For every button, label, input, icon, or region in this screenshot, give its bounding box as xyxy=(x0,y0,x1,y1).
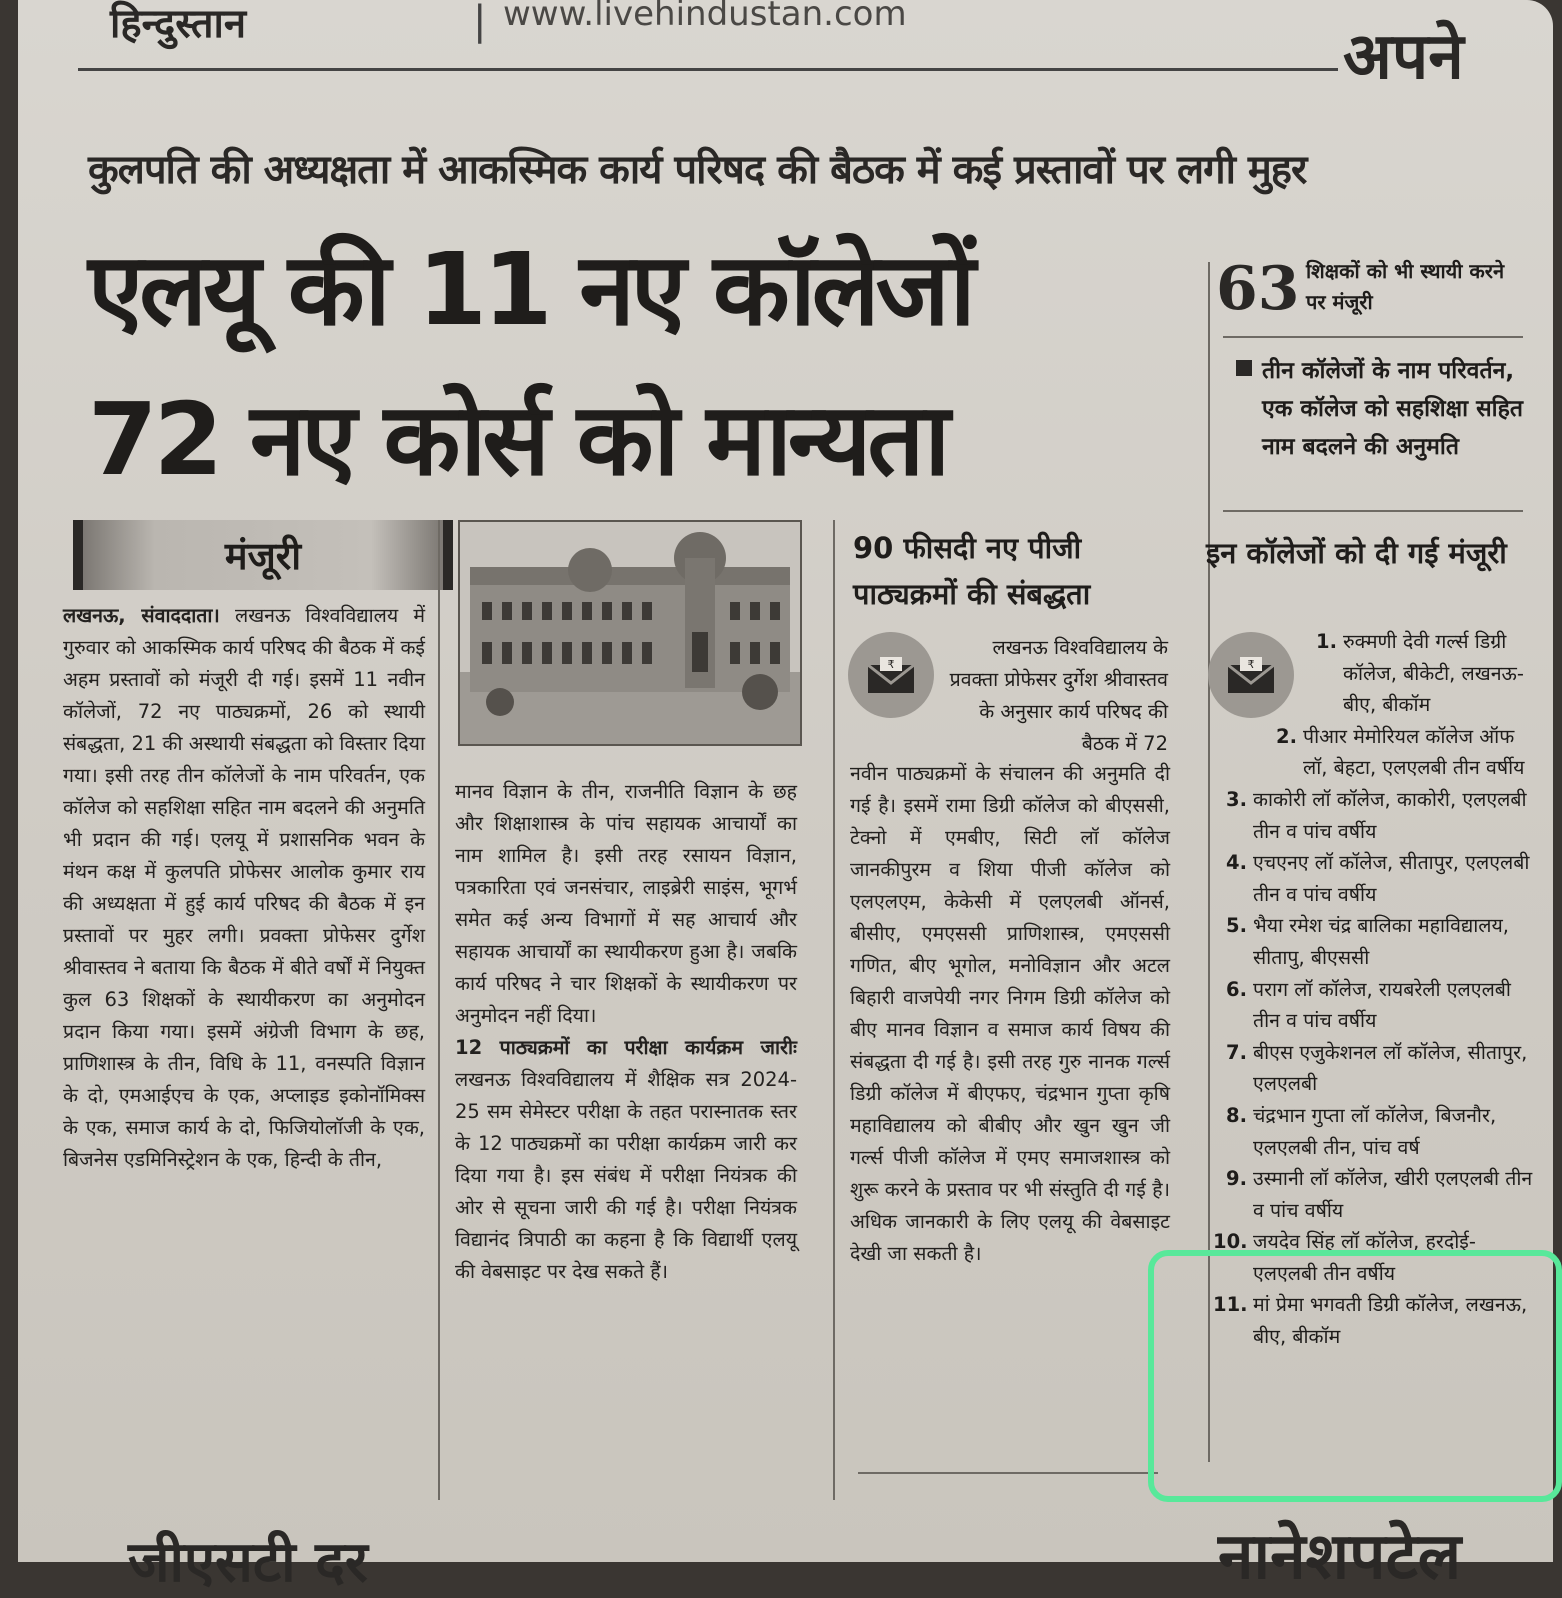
article-body-2b: लखनऊ विश्वविद्यालय में शैक्षिक सत्र 2024-25 सम सेमेस्टर परीक्षा के तहत परास्नातक स्तर के 12 पाठ्यक्रमों का परीक्षा कार्यक्रम जारी कर दिया गया है। इस संबंध में परीक्षा नियंत्रक की ओर से सूचना जारी की गई है। परीक्षा नियंत्रक विद्यानंद त्रिपाठी का कहना है कि विद्यार्थी एलयू की वेबसाइट पर देख सकते हैं। xyxy=(455,1068,797,1283)
section-label: मंजूरी xyxy=(224,534,302,578)
list-item: 8. चंद्रभान गुप्ता लॉ कॉलेज, बिजनौर, एलएलबी तीन, पांच वर्ष xyxy=(1226,1103,1497,1159)
list-item: 7. बीएस एजुकेशनल लॉ कॉलेज, सीतापुर, एलएलबी xyxy=(1226,1040,1528,1096)
building-illustration xyxy=(460,522,800,744)
footer-right-fragment: नानेशपटेल xyxy=(1218,1520,1462,1594)
list-item: 6. पराग लॉ कॉलेज, रायबरेली एलएलबी तीन व पांच वर्षीय xyxy=(1226,977,1511,1033)
headline-line-1: एलयू की 11 नए कॉलेजों xyxy=(88,231,972,348)
envelope-rupee-icon xyxy=(848,632,934,718)
article-body-2a: मानव विज्ञान के तीन, राजनीति विज्ञान के छह और शिक्षाशास्त्र के पांच सहायक आचार्यों का नाम शामिल है। इसी तरह रसायन विज्ञान, पत्रकारिता एवं जनसंचार, लाइब्रेरी साइंस, भूगर्भ समेत कई अन्य विभागों में सह आचार्य और सहायक आचार्यों का स्थायीकरण हुआ है। जबकि कार्य परिषद ने चार शिक्षकों के स्थायीकरण पर अनुमोदन नहीं दिया। xyxy=(455,780,797,1027)
masthead-url: www.livehindustan.com xyxy=(503,0,907,34)
list-item: 9. उस्मानी लॉ कॉलेज, खीरी एलएलबी तीन व पांच वर्षीय xyxy=(1226,1167,1533,1222)
section-label-box xyxy=(73,520,453,590)
side-box-number: 63 xyxy=(1216,254,1300,324)
article-column-1 xyxy=(63,600,425,1176)
college-list xyxy=(1213,626,1543,1353)
list-item: 1. रुक्मणी देवी गर्ल्स डिग्री कॉलेज, बीकेटी, लखनऊ- बीए, बीकॉम xyxy=(1316,630,1524,717)
bullet-square-icon xyxy=(1236,360,1252,376)
column4-heading: इन कॉलेजों को दी गई मंजूरी xyxy=(1206,536,1507,570)
masthead-rule xyxy=(78,68,1338,71)
column-divider xyxy=(833,520,835,1500)
article-body-1: लखनऊ विश्वविद्यालय में गुरुवार को आकस्मिक कार्य परिषद की बैठक में कई अहम प्रस्तावों को मंजूरी दी गई। इसमें 11 नवीन कॉलेजों, 72 नए पाठ्यक्रमों, 26 को स्थायी संबद्धता, 21 की अस्थायी संबद्धता को विस्तार दिया गया। इसी तरह तीन कॉलेजों के नाम परिवर्तन, एक कॉलेज को सहशिक्षा सहित नाम बदलने की अनुमति भी प्रदान की गई। एलयू में प्रशासनिक भवन के मंथन कक्ष में कुलपति प्रोफेसर आलोक कुमार राय की अध्यक्षता में हुई कार्य परिषद की बैठक में इन प्रस्तावों पर मुहर लगी। प्रवक्ता प्रोफेसर दुर्गेश श्रीवास्तव ने बताया कि बैठक में बीते वर्षों में नियुक्त कुल 63 शिक्षकों के स्थायीकरण का अनुमोदन प्रदान किया गया। इसमें अंग्रेजी विभाग के छह, प्राणिशास्त्र के तीन, विधि के 11, वनस्पति विज्ञान के दो, एमआईएच के एक, अप्लाइड इकोनॉमिक्स के एक, समाज कार्य के दो, फिजियोलॉजी के एक, बिजनेस एडमिनिस्ट्रेशन के एक, हिन्दी के तीन, xyxy=(63,604,425,1171)
list-item: 3. काकोरी लॉ कॉलेज, काकोरी, एलएलबी तीन व पांच वर्षीय xyxy=(1226,787,1527,843)
side-box-divider xyxy=(1223,510,1523,512)
section-fragment: अपने xyxy=(1343,20,1464,94)
masthead-separator: | xyxy=(473,0,487,44)
side-box-number-text: शिक्षकों को भी स्थायी करने पर मंजूरी xyxy=(1306,259,1505,314)
side-box-divider xyxy=(1223,336,1523,338)
list-item: 10. जयदेव सिंह लॉ कॉलेज, हरदोई- एलएलबी तीन वर्षीय xyxy=(1213,1230,1476,1285)
list-item: 5. भैया रमेश चंद्र बालिका महाविद्यालय, सीतापु, बीएससी xyxy=(1226,914,1510,969)
article-column-3: नवीन पाठ्यक्रमों के संचालन की अनुमति दी गई है। इसमें रामा डिग्री कॉलेज को बीएससी, टेक्नो में एमबीए, सिटी लॉ कॉलेज जानकीपुरम व शिया पीजी कॉलेज को एलएलएम, केकेसी में एलएलबी ऑनर्स, बीसीए, एमएससी प्राणिशास्त्र, एमएससी गणित, बीए भूगोल, मनोविज्ञान और अटल बिहारी वाजपेयी नगर निगम डिग्री कॉलेज को बीए मानव विज्ञान व समाज कार्य विषय की संबद्धता दी गई है। इसी तरह गुरु नानक गर्ल्स डिग्री कॉलेज में बीएफए, चंद्रभान गुप्ता कृषि महाविद्यालय को बीबीए और खुन खुन जी गर्ल्स पीजी कॉलेज में एमए समाजशास्त्र को शुरू करने के प्रस्ताव पर भी संस्तुति दी गई है। अधिक जानकारी के लिए एलयू की वेबसाइट देखी जा सकती है। xyxy=(850,762,1170,1265)
masthead-logo: हिन्दुस्तान xyxy=(110,1,247,47)
article-column-2 xyxy=(455,776,797,1288)
column-divider xyxy=(438,520,440,1500)
kicker-headline: कुलपति की अध्यक्षता में आकस्मिक कार्य परिषद की बैठक में कई प्रस्तावों पर लगी मुहर xyxy=(88,147,1307,193)
column-bottom-rule xyxy=(858,1472,1158,1474)
newspaper-page xyxy=(18,0,1553,1595)
column3-heading: 90 फीसदी नए पीजी पाठ्यक्रमों की संबद्धता xyxy=(853,531,1091,611)
headline-line-2: 72 नए कोर्स को मान्यता xyxy=(88,381,947,498)
dateline: लखनऊ, संवाददाता। xyxy=(63,604,220,627)
list-item: 4. एचएनए लॉ कॉलेज, सीतापुर, एलएलबी तीन व पांच वर्षीय xyxy=(1226,851,1530,906)
svg-text:₹: ₹ xyxy=(1247,658,1255,671)
column3-intro: लखनऊ विश्वविद्यालय के प्रवक्ता प्रोफेसर दुर्गेश श्रीवास्तव के अनुसार कार्य परिषद की बैठक में 72 xyxy=(949,636,1168,755)
footer-headline-fragment: जीएसटी दर xyxy=(128,1530,368,1595)
svg-text:₹: ₹ xyxy=(887,658,895,671)
highlight-marker-box xyxy=(1148,1250,1562,1502)
list-item: 2. पीआर मेमोरियल कॉलेज ऑफ लॉ, बेहटा, एलएलबी तीन वर्षीय xyxy=(1276,724,1525,780)
university-building-photo xyxy=(458,520,802,746)
column2-subhead: 12 पाठ्यक्रमों का परीक्षा कार्यक्रम जारीः xyxy=(455,1036,797,1059)
side-box-bullet-text: तीन कॉलेजों के नाम परिवर्तन, एक कॉलेज को सहशिक्षा सहित नाम बदलने की अनुमति xyxy=(1262,358,1523,460)
list-item: 11. मां प्रेमा भगवती डिग्री कॉलेज, लखनऊ, बीए, बीकॉम xyxy=(1213,1293,1528,1349)
